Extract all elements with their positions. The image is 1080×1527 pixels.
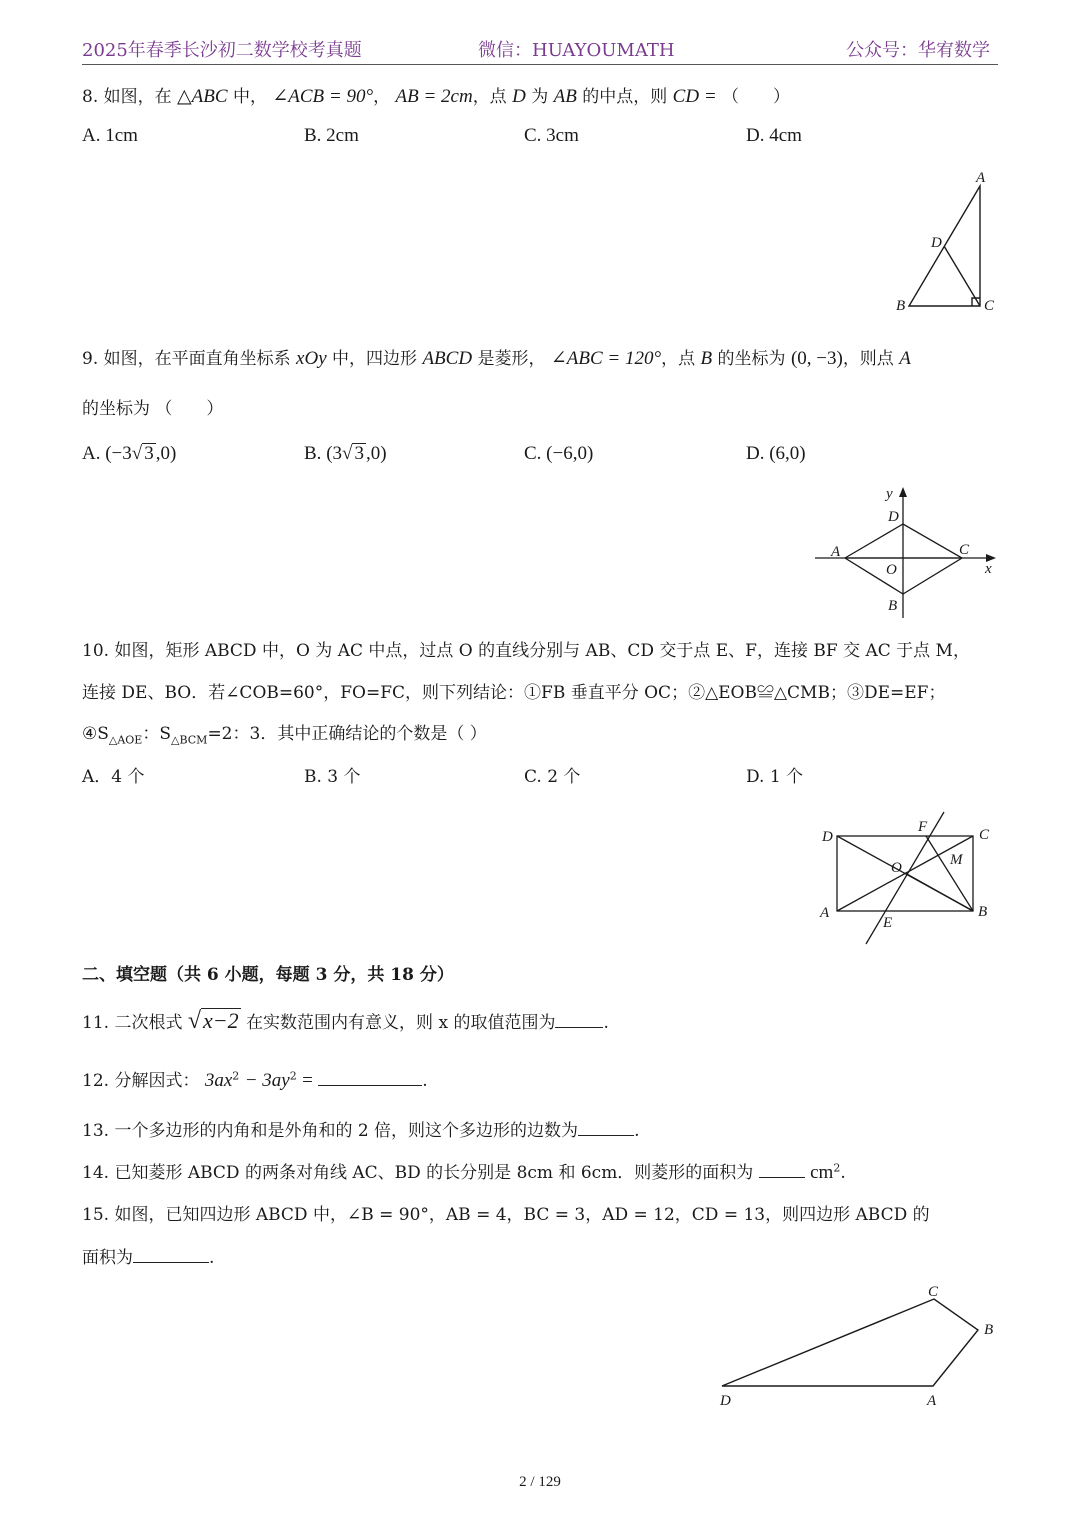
q15-label-d: D (720, 1393, 731, 1409)
q8-option-c[interactable]: C. 3cm (524, 125, 579, 146)
q10-label-b: B (978, 904, 988, 920)
q9-option-a-post: ,0) (155, 443, 177, 464)
q14-end: . (840, 1163, 846, 1183)
page-number: 2 / 129 (519, 1474, 561, 1490)
q8-stem: 8. 如图，在 △ABC 中， ∠ACB = 90°， AB = 2cm，点 D 为 AB 的中点，则 CD = （ ） (82, 86, 791, 107)
q8-number: 8. (82, 87, 99, 107)
q8-label-c: C (984, 298, 995, 314)
q9-option-b-pre: (3 (326, 443, 343, 464)
q10-sub-bcm: △BCM (171, 733, 208, 747)
q10-option-c[interactable]: C. 2 个 (524, 767, 581, 787)
q9-label-o: O (886, 562, 897, 578)
q11-pre: 11. 二次根式 (82, 1013, 183, 1033)
q9-b: B (700, 348, 713, 369)
q10-label-c: C (979, 827, 990, 843)
q12-exp-b: 2 (289, 1069, 297, 1083)
q9-option-b-radicand: 3 (354, 443, 364, 464)
q9-label-d: D (888, 509, 899, 525)
q8-option-d[interactable]: D. 4cm (746, 125, 802, 146)
q10-option-a[interactable]: A．4 个 (82, 767, 145, 787)
q9-coord: (0, −3) (790, 348, 843, 369)
q9-label-y: y (886, 486, 893, 502)
q15-end: . (209, 1248, 215, 1268)
section2-title: 二、填空题（共 6 小题，每题 3 分，共 18 分） (82, 965, 454, 985)
q14-unit-exp: 2 (833, 1161, 841, 1175)
q9-option-a[interactable]: A. (−3√ 3 ,0) (82, 443, 177, 464)
q12-pre: 12. 分解因式： (82, 1071, 200, 1091)
q8-text-b: 中， (232, 87, 267, 107)
header-account: 公众号：华宥数学 (846, 40, 990, 61)
q9-option-b-label: B. (304, 443, 322, 464)
q10-label-m: M (950, 852, 963, 868)
q9-label-x: x (985, 561, 992, 577)
q9-text-f: ，则点 (842, 349, 894, 369)
q10-label-f: F (918, 819, 928, 835)
q9-xoy: xOy (296, 348, 327, 369)
q8-label-b: B (896, 298, 906, 314)
q9-text-e: 的坐标为 (717, 349, 786, 369)
q12-term-a: 3ax (204, 1070, 233, 1091)
q10-stem-line2: 连接 DE、BO．若∠COB=60°，FO=FC，则下列结论：①FB 垂直平分 OC；②△EOB≌△CMB；③DE=EF； (82, 683, 946, 703)
q8-ab2: AB (553, 86, 577, 107)
q11-stem: 11. 二次根式 √x−2 在实数范围内有意义，则 x 的取值范围为 . (82, 1008, 609, 1034)
q9-label-c: C (959, 542, 970, 558)
q10-line3-b: ：S (142, 724, 171, 744)
q9-text-b: 中，四边形 (332, 349, 418, 369)
q9-text-a: 如图，在平面直角坐标系 (103, 349, 291, 369)
q15-quadrilateral (722, 1299, 978, 1386)
q10-sub-aoe: △AOE (108, 733, 143, 747)
q12-end: . (422, 1071, 428, 1091)
q8-option-a[interactable]: A. 1cm (82, 125, 138, 146)
q9-text-c: 是菱形， (477, 349, 546, 369)
q10-label-o: O (891, 860, 902, 876)
q8-label-d: D (931, 235, 942, 251)
q10-label-a: A (820, 905, 830, 921)
q12-equals: = (302, 1070, 313, 1091)
q8-option-b[interactable]: B. 2cm (304, 125, 359, 146)
q9-option-b[interactable]: B. (3√ 3 ,0) (304, 443, 387, 464)
q9-option-d[interactable]: D. (6,0) (746, 443, 806, 464)
q15-line2: 面积为 (82, 1248, 133, 1268)
q8-triangle: △ABC (177, 86, 228, 107)
q9-option-a-radicand: 3 (144, 443, 154, 464)
q8-label-a: A (976, 170, 986, 186)
q8-text-a: 如图，在 (103, 87, 172, 107)
q14-unit: cm (810, 1162, 834, 1183)
q8-text-d: 为 (531, 87, 549, 107)
q10-stem-line1: 10. 如图，矩形 ABCD 中，O 为 AC 中点，过点 O 的直线分别与 AB、CD 交于点 E、F，连接 BF 交 AC 于点 M， (82, 641, 970, 661)
q9-stem-line2: 的坐标为 （ ） (82, 399, 224, 419)
q13-end: . (634, 1121, 640, 1141)
q8-ab: AB = 2cm (395, 86, 473, 107)
q9-a: A (899, 348, 911, 369)
q8-cd: CD = (672, 86, 717, 107)
q11-post: 在实数范围内有意义，则 x 的取值范围为 (246, 1013, 556, 1033)
header-wechat: 微信：HUAYOUMATH (478, 40, 675, 61)
q8-paren: （ ） (722, 87, 791, 107)
q9-number: 9. (82, 349, 99, 369)
q9-option-c[interactable]: C. (−6,0) (524, 443, 594, 464)
q10-label-e: E (883, 915, 893, 931)
q10-option-b[interactable]: B. 3 个 (304, 767, 361, 787)
q9-label-b: B (888, 598, 898, 614)
q14-text: 14. 已知菱形 ABCD 的两条对角线 AC、BD 的长分别是 8cm 和 6cm．则菱形的面积为 (82, 1163, 754, 1183)
q10-option-d[interactable]: D. 1 个 (746, 767, 804, 787)
q11-end: . (603, 1013, 609, 1033)
q9-option-a-label: A. (82, 443, 101, 464)
q10-line3-a: ④S (82, 724, 109, 744)
q15-label-a: A (927, 1393, 937, 1409)
q10-label-d: D (822, 829, 833, 845)
q12-exp-a: 2 (232, 1069, 240, 1083)
q8-text-c: ，点 (472, 87, 507, 107)
q9-option-b-post: ,0) (365, 443, 387, 464)
q8-text-e: 的中点，则 (582, 87, 668, 107)
q8-d: D (512, 86, 526, 107)
q9-abcd: ABCD (422, 348, 473, 369)
q9-angle: ∠ABC = 120° (550, 348, 662, 369)
q15-label-c: C (928, 1284, 939, 1300)
q12-term-b: − 3ay (244, 1070, 290, 1091)
q15-label-b: B (984, 1322, 994, 1338)
q15-stem-line1: 15. 如图，已知四边形 ABCD 中，∠B = 90°，AB = 4，BC = 3，AD = 12，CD = 13，则四边形 ABCD 的 (82, 1205, 930, 1225)
q10-line3-c: =2：3．其中正确结论的个数是（ ） (207, 724, 487, 744)
q9-text-d: ，点 (661, 349, 696, 369)
q13-text: 13. 一个多边形的内角和是外角和的 2 倍，则这个多边形的边数为 (82, 1121, 579, 1141)
q9-option-a-pre: (−3 (105, 443, 132, 464)
q8-angle: ∠ACB = 90° (272, 86, 374, 107)
q11-radicand: x−2 (203, 1008, 239, 1033)
header-title: 2025年春季长沙初二数学校考真题 (82, 40, 362, 61)
q9-label-a: A (831, 544, 841, 560)
